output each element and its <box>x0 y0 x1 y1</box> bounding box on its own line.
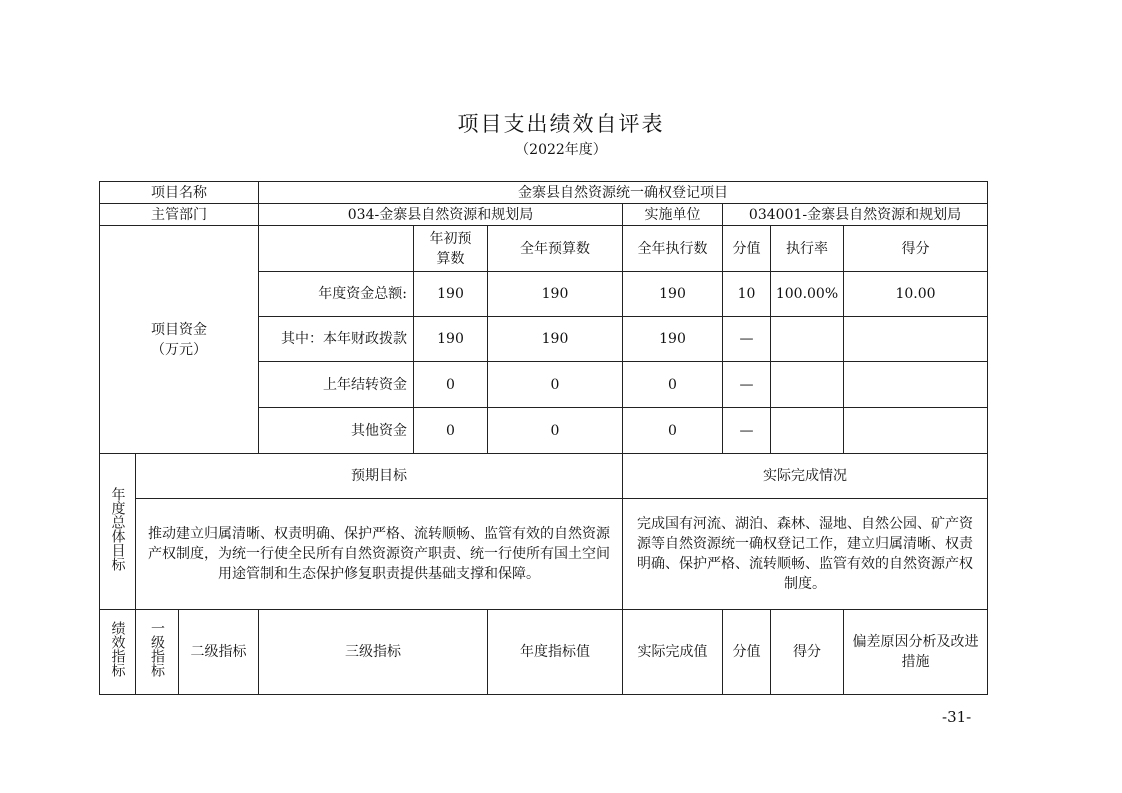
funds-row-value: — <box>723 362 771 408</box>
header-score-value: 分值 <box>723 226 771 272</box>
page-number: -31- <box>942 708 972 726</box>
goals-header-row <box>100 454 988 499</box>
funds-row-score <box>844 317 988 362</box>
actual-goal-text: 完成国有河流、湖泊、森林、湿地、自然公园、矿产资源等自然资源统一确权登记工作，建立归属清晰、权责明确、保护严格、流转顺畅、监管有效的自然资源产权制度。 <box>623 499 988 610</box>
funds-row-initial: 0 <box>414 362 488 408</box>
header-annual-budget: 全年预算数 <box>488 226 623 272</box>
funds-row-label: 上年结转资金 <box>259 362 414 408</box>
unit-label: 实施单位 <box>623 204 723 226</box>
funds-row-annual: 0 <box>488 362 623 408</box>
expected-goal-header: 预期目标 <box>136 454 623 499</box>
expected-goal-text: 推动建立归属清晰、权责明确、保护严格、流转顺畅、监管有效的自然资源产权制度，为统一行使全民所有自然资源资产职责、统一行使所有国土空间用途管制和生态保护修复职责提供基础支撑和保障。 <box>136 499 623 610</box>
funds-row-rate <box>771 408 844 454</box>
funds-row-score <box>844 408 988 454</box>
annual-value-header: 年度指标值 <box>488 610 623 695</box>
project-name-value: 金寨县自然资源统一确权登记项目 <box>259 182 988 204</box>
funds-row-initial: 190 <box>414 317 488 362</box>
funds-label-unit: （万元） <box>151 341 207 358</box>
level1-header-cell <box>136 610 179 695</box>
project-name-label: 项目名称 <box>100 182 259 204</box>
funds-row-annual: 190 <box>488 272 623 317</box>
funds-row-label: 其中：本年财政拨款 <box>259 317 414 362</box>
header-annual-exec: 全年执行数 <box>623 226 723 272</box>
page-title: 项目支出绩效自评表 <box>457 112 665 136</box>
funds-label-cell <box>100 226 259 454</box>
indicators-header-row <box>100 610 988 695</box>
performance-table <box>99 181 988 695</box>
unit-value: 034001-金寨县自然资源和规划局 <box>723 204 988 226</box>
funds-header-empty <box>259 226 414 272</box>
funds-row-value: — <box>723 408 771 454</box>
funds-row-annual: 0 <box>488 408 623 454</box>
funds-row-rate <box>771 362 844 408</box>
goals-label-cell <box>100 454 136 610</box>
header-initial-budget: 年初预算数 <box>414 226 488 272</box>
funds-row-score: 10.00 <box>844 272 988 317</box>
actual-value-header: 实际完成值 <box>623 610 723 695</box>
indicator-score-header: 得分 <box>771 610 844 695</box>
goals-label: 年度总体目标 <box>109 486 126 571</box>
level1-header: 一级指标 <box>149 621 165 677</box>
funds-row-exec: 190 <box>623 272 723 317</box>
funds-row-annual: 190 <box>488 317 623 362</box>
funds-row-exec: 190 <box>623 317 723 362</box>
funds-row-label: 其他资金 <box>259 408 414 454</box>
funds-row-label: 年度资金总额: <box>259 272 414 317</box>
page-subtitle: （2022年度） <box>515 142 607 158</box>
indicators-label-cell <box>100 610 136 695</box>
project-name-row <box>100 182 988 204</box>
deviation-header: 偏差原因分析及改进措施 <box>844 610 988 695</box>
funds-row-exec: 0 <box>623 408 723 454</box>
funds-row-rate <box>771 317 844 362</box>
funds-header-row <box>100 226 988 272</box>
actual-goal-header: 实际完成情况 <box>623 454 988 499</box>
funds-label: 项目资金 <box>151 321 207 338</box>
goals-content-row <box>100 499 988 610</box>
level3-header: 三级指标 <box>259 610 488 695</box>
header-score: 得分 <box>844 226 988 272</box>
funds-row-rate: 100.00% <box>771 272 844 317</box>
funds-row-score <box>844 362 988 408</box>
dept-label: 主管部门 <box>100 204 259 226</box>
dept-value: 034-金寨县自然资源和规划局 <box>259 204 623 226</box>
indicator-score-value-header: 分值 <box>723 610 771 695</box>
indicators-label: 绩效指标 <box>109 621 126 677</box>
funds-row-initial: 190 <box>414 272 488 317</box>
level2-header: 二级指标 <box>179 610 259 695</box>
dept-row <box>100 204 988 226</box>
funds-row-initial: 0 <box>414 408 488 454</box>
funds-row-value: 10 <box>723 272 771 317</box>
funds-row-exec: 0 <box>623 362 723 408</box>
header-exec-rate: 执行率 <box>771 226 844 272</box>
funds-row-value: — <box>723 317 771 362</box>
